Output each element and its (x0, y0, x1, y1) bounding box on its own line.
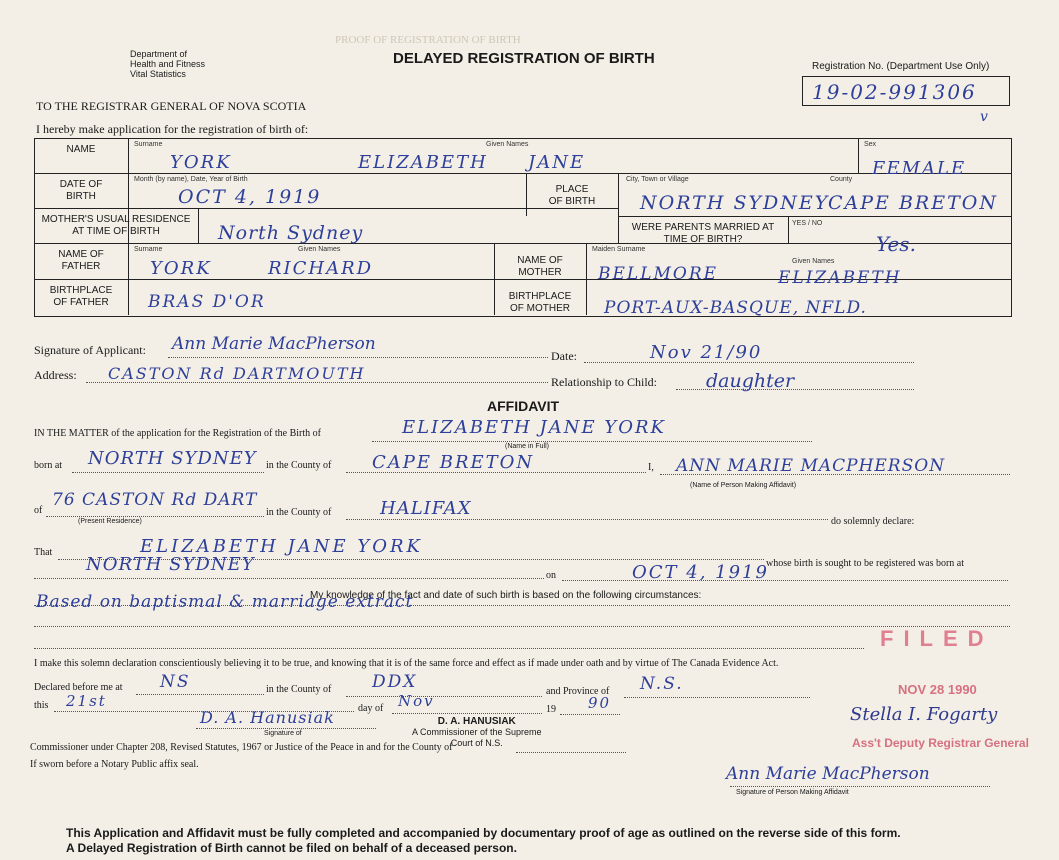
parents-married-answer: Yes. (876, 232, 916, 256)
in-the-matter-text: IN THE MATTER of the application for the Registration of the Birth of (34, 428, 321, 439)
affiant-residence: 76 CASTON Rd DART (52, 490, 258, 510)
date-label: Date: (551, 349, 577, 363)
filed-date-stamp: NOV 28 1990 (898, 682, 977, 697)
address-label: Address: (34, 368, 77, 382)
mother-birthplace: PORT-AUX-BASQUE, NFLD. (604, 298, 867, 318)
declared-county: DDX (372, 672, 418, 692)
i-label: I, (648, 462, 654, 473)
department-line: Health and Fitness (130, 59, 206, 69)
whose-birth-text: whose birth is sought to be registered was born at (766, 558, 965, 569)
application-date: Nov 21/90 (650, 342, 763, 363)
applicant-signature: Ann Marie MacPherson (172, 334, 376, 354)
registration-number: 19-02-991306 (812, 80, 977, 104)
check-mark: v (980, 109, 990, 125)
affidavit-heading: AFFIDAVIT (487, 398, 560, 414)
born-at-place: NORTH SYDNEY (88, 448, 257, 469)
declaration-text: I make this solemn declaration conscientiously believing it to be true, and knowing that it is of the same force and effect as if made under oath and by virtue of The Canada Evidence Act. (34, 658, 779, 669)
applicant-address: CASTON Rd DARTMOUTH (108, 364, 366, 383)
birth-county: CAPE BRETON (828, 192, 998, 214)
name-in-full-caption: (Name in Full) (505, 443, 549, 450)
child-given-name-1: ELIZABETH (358, 152, 488, 173)
date-of-birth: OCT 4, 1919 (178, 186, 322, 208)
declared-day: 21st (66, 692, 107, 710)
name-label: NAME (66, 144, 96, 155)
father-surname-label: Surname (134, 246, 163, 253)
born-county: CAPE BRETON (372, 452, 535, 473)
application-intro: I hereby make application for the registration of birth of: (36, 122, 309, 136)
department-line: Department of (130, 49, 188, 59)
city-label: City, Town or Village (626, 176, 689, 183)
on-label: on (546, 570, 556, 581)
signature-of-caption: Signature of (264, 730, 302, 737)
that-label: That (34, 547, 53, 558)
mother-name-label: NAME OF MOTHER (517, 255, 563, 278)
footer-line: A Delayed Registration of Birth cannot be filed on behalf of a deceased person. (66, 841, 517, 855)
department-block (130, 49, 205, 79)
relationship-label: Relationship to Child: (551, 375, 658, 389)
that-child-name: ELIZABETH JANE YORK (140, 536, 423, 557)
sex-label: Sex (864, 141, 877, 148)
affiant-name: ANN MARIE MACPHERSON (676, 456, 946, 476)
declared-county-label: in the County of (266, 684, 332, 695)
residence-county: HALIFAX (380, 498, 472, 519)
mother-given-names: ELIZABETH (778, 268, 902, 288)
father-name-label: NAME OF FATHER (58, 249, 104, 272)
surname-label: Surname (134, 141, 163, 148)
father-given-names: RICHARD (268, 258, 374, 279)
registrar-title-stamp: Ass't Deputy Registrar General (852, 736, 1029, 750)
declared-year: 90 (588, 694, 612, 712)
father-surname: YORK (150, 258, 212, 279)
father-given-label: Given Names (298, 246, 341, 253)
given-names-label: Given Names (486, 141, 529, 148)
born-at-place-repeat: NORTH SYDNEY (86, 554, 255, 575)
footer-line: This Application and Affidavit must be fully completed and accompanied by documentary proof of age as outlined on the reverse side of this form. (66, 826, 901, 840)
residence-county-label: in the County of (266, 507, 332, 518)
mother-given-label: Given Names (792, 258, 835, 265)
affiant-name-caption: (Name of Person Making Affidavit) (690, 482, 797, 489)
child-full-name: ELIZABETH JANE YORK (402, 417, 666, 438)
born-on-date: OCT 4, 1919 (632, 562, 769, 583)
form-title: DELAYED REGISTRATION OF BIRTH (393, 50, 655, 67)
maiden-surname-label: Maiden Surname (592, 246, 646, 253)
filed-stamp: FILED (880, 626, 994, 651)
birth-city: NORTH SYDNEY (640, 192, 830, 214)
notary-text: If sworn before a Notary Public affix seal. (30, 759, 199, 770)
child-surname: YORK (170, 152, 232, 173)
declared-before-label: Declared before me at (34, 682, 123, 693)
solemnly-declare: do solemnly declare: (831, 516, 915, 527)
date-of-birth-sublabel: Month (by name), Date, Year of Birth (134, 176, 248, 183)
stamp-line: Court of N.S. (450, 738, 503, 748)
place-of-birth-label: PLACE OF BIRTH (548, 184, 596, 207)
knowledge-text: My knowledge of the fact and date of such birth is based on the following circumstances: (310, 590, 702, 601)
department-line: Vital Statistics (130, 69, 186, 79)
registrar-signature: Stella I. Fogarty (850, 704, 998, 725)
yes-no-label: YES / NO (792, 220, 823, 227)
mother-residence-label: MOTHER'S USUAL RESIDENCE AT TIME OF BIRTH (41, 214, 191, 237)
circumstances: Based on baptismal & marriage extract (36, 592, 414, 612)
in-county-label: in the County of (266, 460, 332, 471)
registration-number-label: Registration No. (Department Use Only) (812, 61, 990, 72)
of-label: of (34, 505, 43, 516)
present-residence-caption: (Present Residence) (78, 518, 142, 525)
commissioner-text: Commissioner under Chapter 208, Revised Statutes, 1967 or Justice of the Peace in and for the County of (30, 742, 453, 753)
show-through-text: PROOF OF REGISTRATION OF BIRTH (335, 34, 521, 46)
applicant-signature-label: Signature of Applicant: (34, 343, 146, 357)
stamp-line: A Commissioner of the Supreme (412, 727, 542, 737)
commissioner-signature: D. A. Hanusiak (200, 708, 335, 727)
registrar-line: TO THE REGISTRAR GENERAL OF NOVA SCOTIA (36, 99, 307, 113)
father-birthplace: BRAS D'OR (148, 292, 266, 312)
declared-month: Nov (398, 692, 435, 710)
date-of-birth-label: DATE OF BIRTH (59, 179, 103, 202)
relationship-to-child: daughter (706, 370, 795, 392)
mother-maiden-name: BELLMORE (598, 264, 719, 284)
affiant-signature: Ann Marie MacPherson (726, 764, 930, 784)
child-given-name-2: JANE (528, 152, 586, 173)
affiant-signature-caption: Signature of Person Making Affidavit (736, 789, 849, 796)
this-label: this (34, 700, 49, 711)
province-label: and Province of (546, 686, 610, 697)
stamp-line: D. A. HANUSIAK (437, 716, 516, 727)
footer-note (66, 826, 901, 856)
born-at-label: born at (34, 460, 63, 471)
day-of-label: day of (358, 703, 384, 714)
parents-married-label: WERE PARENTS MARRIED AT TIME OF BIRTH? (631, 222, 775, 245)
province-value: N.S. (640, 674, 684, 694)
mother-residence: North Sydney (218, 222, 364, 244)
county-label: County (830, 176, 853, 183)
year-prefix: 19 (546, 704, 556, 715)
child-sex: FEMALE (872, 158, 967, 179)
declared-place: NS (160, 672, 191, 692)
mother-birthplace-label: BIRTHPLACE OF MOTHER (508, 291, 572, 314)
father-birthplace-label: BIRTHPLACE OF FATHER (49, 285, 113, 308)
